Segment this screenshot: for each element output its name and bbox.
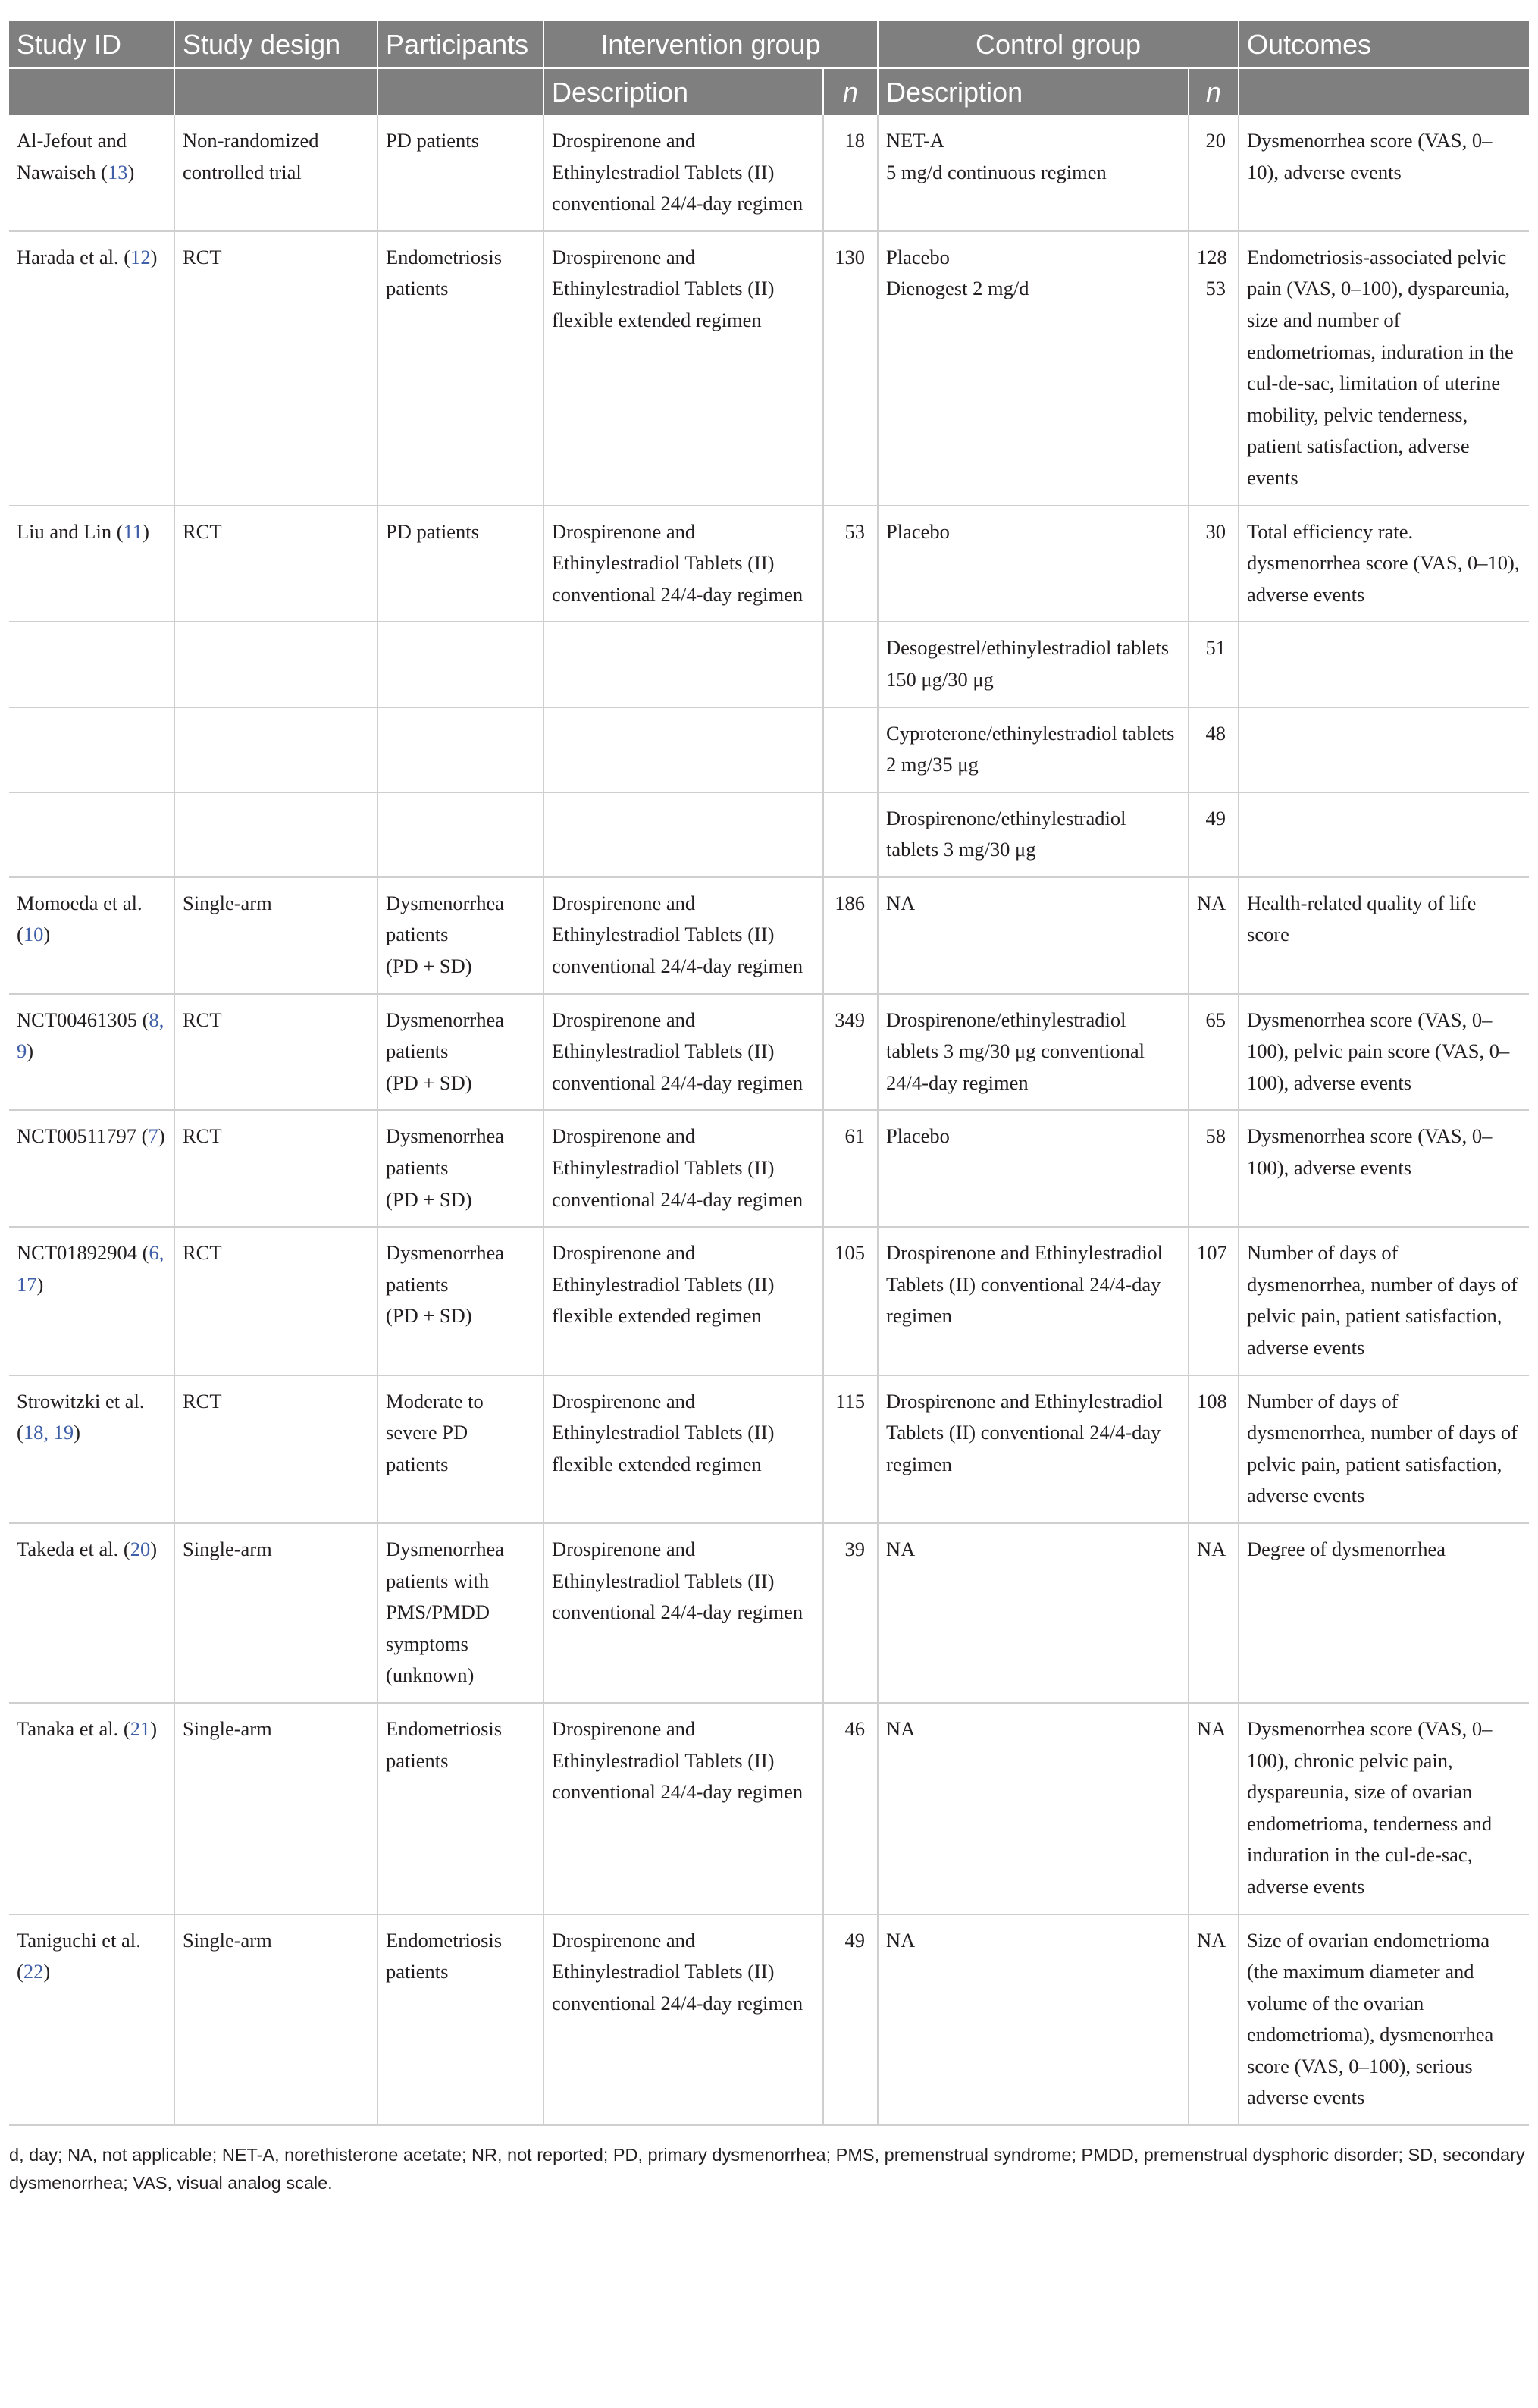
cell-study-design (174, 1110, 377, 1227)
cell-text: Dysmenorrhea score (VAS, 0–100), pelvic pain score (VAS, 0–100), adverse events (1247, 1008, 1510, 1094)
cell-text: NA (886, 1717, 916, 1740)
study-name: Liu and Lin (17, 519, 112, 543)
study-name: Taniguchi et al. (17, 1928, 141, 1952)
cell-text: NA (886, 1537, 916, 1560)
header-empty (1239, 68, 1529, 115)
cell-participants (377, 1227, 543, 1375)
cell-text: Drospirenone and Ethinylestradiol Tablets (II) conventional 24/4-day regimen (886, 1389, 1164, 1475)
reference-link[interactable]: 10 (23, 923, 44, 946)
cell-text: 49 (1205, 806, 1226, 829)
cell-text: 61 (844, 1124, 866, 1148)
cell-text: Endometriosis patients (386, 245, 503, 300)
cell-control-description (878, 994, 1189, 1111)
cell-text: Drospirenone and Ethinylestradiol Tablets (II) conventional 24/4-day regimen (552, 1008, 803, 1094)
cell-text: Dysmenorrhea patients (PD + SD) (386, 1008, 504, 1094)
header-row-primary (9, 21, 1529, 68)
study-name: Strowitzki et al. (17, 1389, 145, 1413)
cell-text: Dysmenorrhea patients (PD + SD) (386, 1124, 504, 1211)
cell-text: 349 (835, 1008, 866, 1031)
cell-outcomes (1239, 231, 1529, 506)
cell-study-id (9, 622, 174, 707)
cell-text: Dysmenorrhea patients (PD + SD) (386, 1241, 504, 1328)
cell-text: Number of days of dysmenorrhea, number of days of pelvic pain, patient satisfaction, adverse events (1247, 1241, 1518, 1359)
cell-study-design (174, 622, 377, 707)
cell-intervention-n (823, 622, 878, 707)
cell-participants (377, 792, 543, 877)
cell-control-n (1189, 506, 1239, 622)
cell-text: Single-arm (183, 1928, 272, 1952)
cell-participants (377, 115, 543, 231)
cell-intervention-description (543, 1227, 823, 1375)
header-outcomes: Outcomes (1239, 21, 1529, 68)
cell-participants (377, 1523, 543, 1703)
cell-text: 20 (1205, 129, 1226, 152)
reference-link[interactable]: 12 (130, 245, 151, 268)
cell-intervention-n (823, 707, 878, 792)
cell-control-description (878, 877, 1189, 994)
cell-text: Drospirenone and Ethinylestradiol Tablets (II) flexible extended regimen (552, 245, 775, 331)
cell-text: 51 (1205, 636, 1226, 660)
header-study-design: Study design (174, 21, 377, 68)
cell-text: 186 (835, 891, 866, 914)
cell-text: Endometriosis patients (386, 1717, 503, 1772)
cell-control-description (878, 1227, 1189, 1375)
cell-control-n (1189, 792, 1239, 877)
cell-text: Endometriosis-associated pelvic pain (VAS, 0–100), dyspareunia, size and number of endometriomas, induration in the cul-de-sac, limitation of uterine mobility, pelvic tenderness, patient satisfaction, adverse events (1247, 245, 1514, 489)
cell-text: 130 (835, 245, 866, 268)
cell-text: Single-arm (183, 1717, 272, 1740)
study-name: NCT00511797 (17, 1124, 137, 1148)
cell-text: Desogestrel/ethinylestradiol tablets 150 μg/30 μg (886, 636, 1170, 691)
cell-intervention-n (823, 1375, 878, 1523)
cell-text: Drospirenone and Ethinylestradiol Tablets (II) flexible extended regimen (552, 1241, 775, 1328)
cell-study-design (174, 231, 377, 506)
study-characteristics-table (9, 21, 1529, 2126)
header-intervention-group: Intervention group (543, 21, 878, 68)
cell-text: Cyproterone/ethinylestradiol tablets 2 mg/35 μg (886, 721, 1175, 776)
cell-outcomes (1239, 1703, 1529, 1914)
cell-intervention-description (543, 1523, 823, 1703)
cell-outcomes (1239, 506, 1529, 622)
cell-text: 58 (1205, 1124, 1226, 1148)
cell-control-description (878, 707, 1189, 792)
study-name: Tanaka et al. (17, 1717, 119, 1740)
header-control-n: n (1189, 68, 1239, 115)
reference-link[interactable]: 18, 19 (23, 1421, 74, 1444)
cell-text: Drospirenone and Ethinylestradiol Tablets (II) conventional 24/4-day regimen (552, 1717, 803, 1804)
header-control-description: Description (878, 68, 1189, 115)
cell-text: 39 (844, 1537, 866, 1560)
cell-intervention-description (543, 1914, 823, 2126)
cell-intervention-n (823, 1227, 878, 1375)
cell-intervention-n (823, 1703, 878, 1914)
cell-text: NA (886, 1928, 916, 1952)
reference-link[interactable]: 22 (23, 1960, 44, 1983)
cell-study-id (9, 707, 174, 792)
cell-text: RCT (183, 245, 222, 268)
cell-participants (377, 877, 543, 994)
cell-text: RCT (183, 1241, 222, 1265)
cell-text: Placebo (886, 519, 950, 543)
cell-text: Drospirenone and Ethinylestradiol Tablets (II) conventional 24/4-day regimen (552, 1928, 803, 2015)
cell-control-n (1189, 1914, 1239, 2126)
cell-control-n (1189, 231, 1239, 506)
cell-outcomes (1239, 792, 1529, 877)
cell-participants (377, 506, 543, 622)
reference-link[interactable]: 8, 9 (17, 1008, 164, 1063)
cell-outcomes (1239, 1375, 1529, 1523)
cell-text: PD patients (386, 129, 479, 152)
cell-text: Placebo (886, 1124, 950, 1148)
cell-intervention-description (543, 707, 823, 792)
cell-intervention-n (823, 1914, 878, 2126)
table-row (9, 994, 1529, 1111)
cell-text: 105 (835, 1241, 866, 1265)
cell-study-design (174, 877, 377, 994)
cell-control-n (1189, 115, 1239, 231)
cell-text: NA (1197, 1717, 1226, 1740)
cell-text: Drospirenone and Ethinylestradiol Tablets (II) conventional 24/4-day regimen (552, 891, 803, 978)
header-study-id: Study ID (9, 21, 174, 68)
cell-control-description (878, 1110, 1189, 1227)
cell-text: Drospirenone and Ethinylestradiol Tablets (II) flexible extended regimen (552, 1389, 775, 1475)
cell-study-id: NCT01892904 (6, 17) (9, 1227, 174, 1375)
cell-text: Drospirenone and Ethinylestradiol Tablets (II) conventional 24/4-day regimen (886, 1241, 1164, 1328)
cell-study-design (174, 792, 377, 877)
cell-text: RCT (183, 1124, 222, 1148)
table-row (9, 231, 1529, 506)
cell-text: RCT (183, 519, 222, 543)
cell-study-id: Taniguchi et al. (22) (9, 1914, 174, 2126)
cell-text: Drospirenone/ethinylestradiol tablets 3 mg/30 μg conventional 24/4-day regimen (886, 1008, 1145, 1094)
table-row (9, 506, 1529, 622)
table-row (9, 1914, 1529, 2126)
cell-text: 49 (844, 1928, 866, 1952)
cell-study-id: Tanaka et al. (21) (9, 1703, 174, 1914)
cell-text: NA (1197, 1537, 1226, 1560)
cell-text: Endometriosis patients (386, 1928, 503, 1983)
cell-text: Degree of dysmenorrhea (1247, 1537, 1446, 1560)
cell-study-design (174, 707, 377, 792)
cell-study-design (174, 1523, 377, 1703)
cell-participants (377, 994, 543, 1111)
cell-study-design (174, 1375, 377, 1523)
cell-control-description (878, 1914, 1189, 2126)
cell-text: NA (886, 891, 916, 914)
cell-study-id: Liu and Lin (11) (9, 506, 174, 622)
cell-text: Drospirenone/ethinylestradiol tablets 3 mg/30 μg (886, 806, 1126, 861)
study-name: Harada et al. (17, 245, 119, 268)
cell-text: 115 (835, 1389, 866, 1413)
cell-outcomes (1239, 1914, 1529, 2126)
reference-link[interactable]: 7 (148, 1124, 158, 1148)
table-row (9, 707, 1529, 792)
cell-text: Dysmenorrhea score (VAS, 0–10), adverse events (1247, 129, 1493, 183)
cell-intervention-description (543, 231, 823, 506)
table-header (9, 21, 1529, 115)
reference-link[interactable]: 13 (107, 160, 128, 183)
table-row (9, 1523, 1529, 1703)
cell-intervention-description (543, 1110, 823, 1227)
cell-text: 53 (844, 519, 866, 543)
table-footnote: d, day; NA, not applicable; NET-A, norethisterone acetate; NR, not reported; PD, primary dysmenorrhea; PMS, premenstrual syndrome; PMDD, premenstrual dysphoric disorder; SD, secondary dysmenorrhea; VAS, visual analog scale. (9, 2145, 1525, 2193)
cell-control-description (878, 1703, 1189, 1914)
table-row (9, 1375, 1529, 1523)
cell-text: Placebo Dienogest 2 mg/d (886, 245, 1029, 300)
cell-participants (377, 1703, 543, 1914)
cell-control-description (878, 231, 1189, 506)
cell-intervention-description (543, 877, 823, 994)
cell-control-n (1189, 622, 1239, 707)
header-control-group: Control group (878, 21, 1239, 68)
table-row (9, 115, 1529, 231)
cell-text: Non-randomized controlled trial (183, 129, 319, 183)
cell-text: RCT (183, 1389, 222, 1413)
cell-study-design (174, 1227, 377, 1375)
cell-text: Dysmenorrhea score (VAS, 0–100), chronic pelvic pain, dyspareunia, size of ovarian endometrioma, tenderness and induration in the cul-de-sac, adverse events (1247, 1717, 1493, 1898)
cell-intervention-description (543, 792, 823, 877)
cell-control-n (1189, 707, 1239, 792)
header-intervention-description: Description (543, 68, 823, 115)
study-characteristics-document (9, 21, 1529, 2197)
study-name: Al-Jefout and Nawaiseh (17, 129, 127, 183)
cell-text: NET-A 5 mg/d continuous regimen (886, 129, 1107, 183)
cell-text: Health-related quality of life score (1247, 891, 1477, 946)
cell-text: Dysmenorrhea patients with PMS/PMDD symptoms (unknown) (386, 1537, 504, 1687)
cell-control-description (878, 1375, 1189, 1523)
cell-participants (377, 1914, 543, 2126)
cell-text: Drospirenone and Ethinylestradiol Tablets (II) conventional 24/4-day regimen (552, 1537, 803, 1624)
cell-outcomes (1239, 877, 1529, 994)
cell-text: NA (1197, 1928, 1226, 1952)
cell-outcomes (1239, 707, 1529, 792)
study-name: NCT01892904 (17, 1241, 137, 1265)
cell-outcomes (1239, 1523, 1529, 1703)
header-empty (9, 68, 174, 115)
table-row (9, 792, 1529, 877)
header-row-secondary (9, 68, 1529, 115)
cell-intervention-n (823, 231, 878, 506)
cell-study-design (174, 115, 377, 231)
study-name: NCT00461305 (17, 1008, 137, 1031)
header-intervention-n: n (823, 68, 878, 115)
cell-study-id: Harada et al. (12) (9, 231, 174, 506)
study-name: Takeda et al. (17, 1537, 119, 1560)
cell-outcomes (1239, 622, 1529, 707)
cell-intervention-description (543, 1703, 823, 1914)
cell-participants (377, 1375, 543, 1523)
cell-intervention-n (823, 506, 878, 622)
cell-text: 107 (1197, 1241, 1227, 1265)
cell-text: Drospirenone and Ethinylestradiol Tablets (II) conventional 24/4-day regimen (552, 519, 803, 606)
cell-study-id: Al-Jefout and Nawaiseh (13) (9, 115, 174, 231)
cell-outcomes (1239, 1227, 1529, 1375)
cell-text: 108 (1197, 1389, 1227, 1413)
cell-intervention-description (543, 1375, 823, 1523)
cell-text: PD patients (386, 519, 479, 543)
cell-intervention-description (543, 622, 823, 707)
table-row (9, 877, 1529, 994)
table-row (9, 622, 1529, 707)
cell-control-description (878, 115, 1189, 231)
cell-intervention-description (543, 506, 823, 622)
cell-control-n (1189, 1110, 1239, 1227)
cell-text: Drospirenone and Ethinylestradiol Tablets (II) conventional 24/4-day regimen (552, 129, 803, 215)
reference-link[interactable]: 21 (130, 1717, 151, 1740)
cell-outcomes (1239, 994, 1529, 1111)
cell-control-n (1189, 994, 1239, 1111)
cell-intervention-n (823, 877, 878, 994)
cell-study-id: Strowitzki et al. (18, 19) (9, 1375, 174, 1523)
cell-text: RCT (183, 1008, 222, 1031)
cell-control-n (1189, 1227, 1239, 1375)
cell-text: Total efficiency rate. dysmenorrhea score (VAS, 0–10), adverse events (1247, 519, 1520, 606)
table-row (9, 1703, 1529, 1914)
cell-text: NA (1197, 891, 1226, 914)
cell-study-design (174, 994, 377, 1111)
cell-outcomes (1239, 115, 1529, 231)
cell-study-design (174, 1914, 377, 2126)
cell-text: Dysmenorrhea patients (PD + SD) (386, 891, 504, 978)
study-name: Momoeda et al. (17, 891, 143, 914)
cell-intervention-n (823, 1110, 878, 1227)
cell-text: 46 (844, 1717, 866, 1740)
cell-participants (377, 707, 543, 792)
cell-study-id: NCT00511797 (7) (9, 1110, 174, 1227)
cell-participants (377, 1110, 543, 1227)
cell-intervention-description (543, 115, 823, 231)
header-empty (377, 68, 543, 115)
cell-participants (377, 231, 543, 506)
reference-link[interactable]: 20 (130, 1537, 151, 1560)
table-body (9, 115, 1529, 2125)
cell-text: 128 53 (1197, 245, 1227, 300)
cell-control-description (878, 622, 1189, 707)
header-participants: Participants (377, 21, 543, 68)
cell-text: Size of ovarian endometrioma (the maximum diameter and volume of the ovarian endometrioma), dysmenorrhea score (VAS, 0–100), serious adverse events (1247, 1928, 1494, 2109)
cell-outcomes (1239, 1110, 1529, 1227)
cell-text: 48 (1205, 721, 1226, 745)
cell-text: 30 (1205, 519, 1226, 543)
cell-text: Single-arm (183, 891, 272, 914)
cell-study-design (174, 1703, 377, 1914)
cell-study-id: Takeda et al. (20) (9, 1523, 174, 1703)
cell-study-design (174, 506, 377, 622)
cell-control-n (1189, 877, 1239, 994)
cell-text: 18 (844, 129, 866, 152)
cell-study-id: NCT00461305 (8, 9) (9, 994, 174, 1111)
cell-text: Drospirenone and Ethinylestradiol Tablets (II) conventional 24/4-day regimen (552, 1124, 803, 1211)
cell-text: Moderate to severe PD patients (386, 1389, 484, 1475)
cell-participants (377, 622, 543, 707)
cell-text: Number of days of dysmenorrhea, number of days of pelvic pain, patient satisfaction, adverse events (1247, 1389, 1518, 1507)
header-empty (174, 68, 377, 115)
cell-control-description (878, 506, 1189, 622)
cell-intervention-n (823, 792, 878, 877)
table-row (9, 1110, 1529, 1227)
cell-control-description (878, 792, 1189, 877)
cell-control-description (878, 1523, 1189, 1703)
cell-control-n (1189, 1703, 1239, 1914)
cell-text: Dysmenorrhea score (VAS, 0–100), adverse events (1247, 1124, 1493, 1180)
reference-link[interactable]: 11 (123, 519, 143, 543)
cell-control-n (1189, 1523, 1239, 1703)
cell-intervention-description (543, 994, 823, 1111)
cell-control-n (1189, 1375, 1239, 1523)
cell-intervention-n (823, 115, 878, 231)
cell-text: Single-arm (183, 1537, 272, 1560)
cell-text: 65 (1205, 1008, 1226, 1031)
cell-intervention-n (823, 1523, 878, 1703)
cell-study-id: Momoeda et al. (10) (9, 877, 174, 994)
cell-intervention-n (823, 994, 878, 1111)
table-row (9, 1227, 1529, 1375)
reference-link[interactable]: 6, 17 (17, 1241, 164, 1296)
cell-study-id (9, 792, 174, 877)
